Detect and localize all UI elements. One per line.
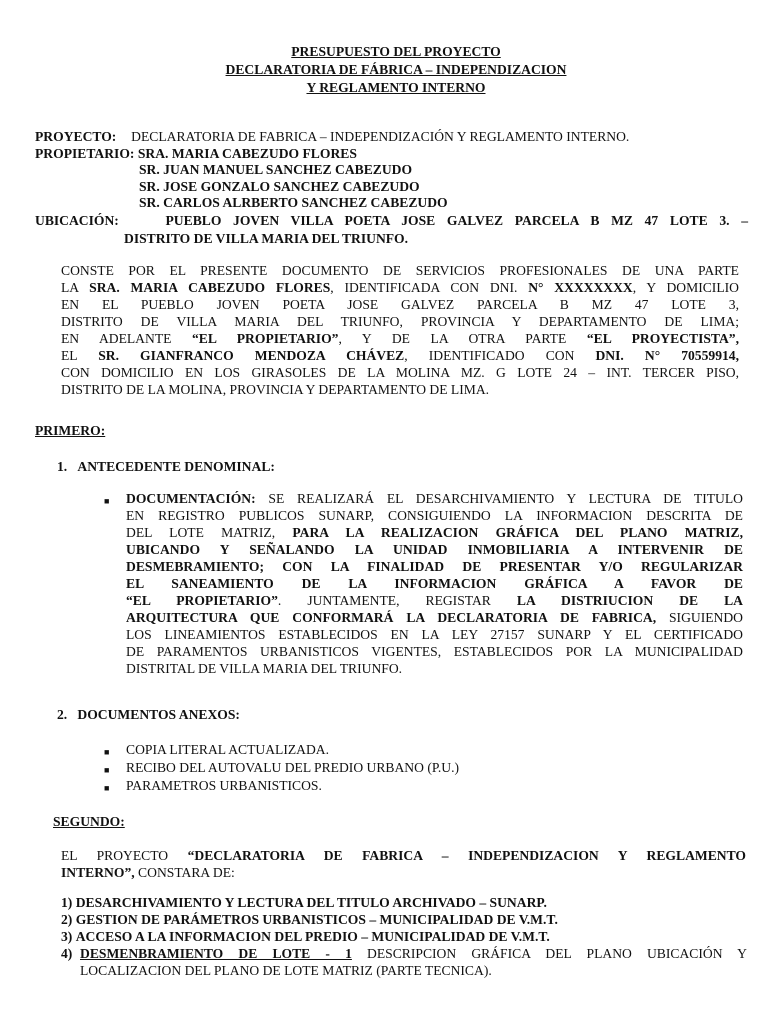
doc-bold: PARA LA REALIZACION GRÁFICA DEL PLANO MATRIZ, (292, 525, 743, 540)
item-num: 3) (61, 929, 73, 944)
anexo-item: PARAMETROS URBANISTICOS. (126, 778, 322, 793)
conste-line (61, 347, 739, 364)
proyecto-value: DECLARATORIA DE FABRICA – INDEPENDIZACIÓN Y REGLAMENTO INTERNO. (131, 129, 630, 144)
item-bold: DESMENBRAMIENTO DE LOTE - 1 (80, 946, 352, 961)
intro-text: EL PROYECTO (61, 848, 188, 863)
ubicacion-label: UBICACIÓN: (35, 213, 119, 228)
conste-bold: N° XXXXXXXX (528, 280, 633, 295)
intro-bold: INTERNO”, (61, 865, 135, 880)
conste-line (61, 330, 739, 347)
segundo-item-4 (80, 945, 747, 979)
conste-bold: “EL PROPIETARIO” (192, 331, 339, 346)
item-1-title: ANTECEDENTE DENOMINAL: (77, 459, 275, 474)
propietario-label: PROPIETARIO: (35, 146, 138, 161)
intro-bold: “DECLARATORIA DE FABRICA – INDEPENDIZACION Y REGLAMENTO (187, 848, 746, 863)
doc-bold: EL SANEAMIENTO DE LA INFORMACION GRÁFICA A FAVOR DE (126, 576, 743, 591)
proyecto-label: PROYECTO: (35, 129, 117, 144)
conste-text: , IDENTIFICADO CON (404, 348, 596, 363)
item-1-number: 1. (57, 459, 68, 474)
anexo-item: RECIBO DEL AUTOVALU DEL PREDIO URBANO (P.U.) (126, 760, 460, 775)
propietario-1: SRA. MARIA CABEZUDO FLORES (137, 146, 357, 161)
doc-text: DE PARAMENTOS URBANISTICOS VIGENTES, ESTABLECIDOS POR LA MUNICIPALIDAD (126, 644, 743, 659)
conste-text: CONSTE POR EL PRESENTE DOCUMENTO DE SERVICIOS PROFESIONALES DE UNA PARTE (61, 263, 739, 278)
item-2-number: 2. (57, 707, 68, 722)
doc-text: DEL LOTE MATRIZ, (126, 525, 293, 540)
doc-bold: DOCUMENTACIÓN: (126, 491, 256, 506)
title-line-1: PRESUPUESTO DEL PROYECTO (291, 44, 501, 59)
conste-text: CON DOMICILIO EN LOS GIRASOLES DE LA MOLINA MZ. G LOTE 24 – INT. TERCER PISO, (61, 365, 739, 380)
conste-line (61, 279, 739, 296)
propietario-4: SR. CARLOS ALRBERTO SANCHEZ CABEZUDO (139, 195, 448, 210)
conste-text: DISTRITO DE VILLA MARIA DEL TRIUNFO, PROVINCIA Y DEPARTAMENTO DE LIMA; (61, 314, 739, 329)
item-text: LOCALIZACION DEL PLANO DE LOTE MATRIZ (PARTE TECNICA). (80, 963, 492, 978)
conste-text: DISTRITO DE LA MOLINA, PROVINCIA Y DEPARTAMENTO DE LIMA. (61, 382, 490, 397)
item-num: 1) (61, 895, 73, 910)
ubicacion-value-1: PUEBLO JOVEN VILLA POETA JOSE GALVEZ PARCELA B MZ 47 LOTE 3. – (165, 213, 748, 228)
conste-text: EN ADELANTE (61, 331, 192, 346)
bullet-icon: ■ (104, 496, 110, 506)
doc-bold: “EL PROPIETARIO” (126, 593, 278, 608)
item-text: GESTION DE PARÁMETROS URBANISTICOS – MUNICIPALIDAD DE V.M.T. (75, 912, 558, 927)
item-2-title: DOCUMENTOS ANEXOS: (77, 707, 240, 722)
conste-bold: “EL PROYECTISTA”, (586, 331, 739, 346)
item-text: ACCESO A LA INFORMACION DEL PREDIO – MUNICIPALIDAD DE V.M.T. (75, 929, 550, 944)
conste-text: LA (61, 280, 90, 295)
propietario-line (35, 145, 357, 162)
doc-bold: LA DISTRIUCION DE LA (516, 593, 743, 608)
conste-text: , IDENTIFICADA CON DNI. (330, 280, 529, 295)
item-text: DESCRIPCION GRÁFICA DEL PLANO UBICACIÓN Y (351, 946, 747, 961)
anexo-item: COPIA LITERAL ACTUALIZADA. (126, 742, 330, 757)
propietario-2: SR. JUAN MANUEL SANCHEZ CABEZUDO (139, 162, 413, 177)
doc-text: LOS LINEAMIENTOS ESTABLECIDOS EN LA LEY 27157 SUNARP Y EL CERTIFICADO (126, 627, 743, 642)
conste-line (61, 364, 739, 381)
conste-paragraph (61, 262, 739, 398)
conste-bold: SR. GIANFRANCO MENDOZA CHÁVEZ (98, 348, 405, 363)
doc-text: SIGUIENDO (656, 610, 743, 625)
doc-text: SE REALIZARÁ EL DESARCHIVAMIENTO Y LECTURA DE TITULO (255, 491, 743, 506)
doc-text: DISTRITAL DE VILLA MARIA DEL TRIUNFO. (126, 661, 403, 676)
doc-text: EN REGISTRO PUBLICOS SUNARP, CONSIGUIENDO LA INFORMACION DESCRITA DE (126, 508, 743, 523)
conste-text: EN EL PUEBLO JOVEN POETA JOSE GALVEZ PARCELA B MZ 47 LOTE 3, (61, 297, 739, 312)
doc-bold: DESMEBRAMIENTO; CON LA FINALIDAD DE PRESENTAR Y/O REGULARIZAR (126, 559, 743, 574)
item-text: DESARCHIVAMIENTO Y LECTURA DEL TITULO ARCHIVADO – SUNARP. (75, 895, 547, 910)
doc-text: . JUNTAMENTE, REGISTAR (277, 593, 517, 608)
segundo-item-2 (61, 911, 558, 928)
doc-bold: UBICANDO Y SEÑALANDO LA UNIDAD INMOBILIARIA A INTERVENIR DE (126, 542, 743, 557)
bullet-icon: ■ (104, 747, 110, 757)
section-primero-heading: PRIMERO: (35, 423, 106, 438)
title-line-2: DECLARATORIA DE FÁBRICA – INDEPENDIZACION (225, 62, 567, 77)
conste-bold: DNI. N° 70559914, (595, 348, 739, 363)
conste-line (61, 296, 739, 313)
item-num: 2) (61, 912, 73, 927)
proyecto-line (35, 128, 629, 145)
bullet-icon: ■ (104, 765, 110, 775)
segundo-item-1 (61, 894, 547, 911)
bullet-icon: ■ (104, 783, 110, 793)
segundo-intro (61, 847, 746, 881)
conste-text: EL (61, 348, 99, 363)
conste-line (61, 313, 739, 330)
item-2-heading (57, 706, 240, 723)
conste-text: , Y DE LA OTRA PARTE (338, 331, 587, 346)
intro-text: CONSTARA DE: (134, 865, 235, 880)
item-1-heading (57, 458, 275, 475)
doc-bold: ARQUITECTURA QUE CONFORMARÁ LA DECLARATORIA DE FABRICA, (126, 610, 657, 625)
ubicacion-line-2: DISTRITO DE VILLA MARIA DEL TRIUNFO. (124, 231, 409, 246)
conste-line (61, 381, 739, 398)
segundo-item-4-num: 4) (61, 946, 73, 961)
documentacion-paragraph (126, 490, 743, 677)
ubicacion-line-1 (35, 212, 748, 229)
segundo-item-3 (61, 928, 550, 945)
conste-bold: SRA. MARIA CABEZUDO FLORES (89, 280, 331, 295)
conste-text: , Y DOMICILIO (632, 280, 739, 295)
title-line-3: Y REGLAMENTO INTERNO (306, 80, 486, 95)
conste-line (61, 262, 739, 279)
section-segundo-heading: SEGUNDO: (53, 814, 125, 829)
propietario-3: SR. JOSE GONZALO SANCHEZ CABEZUDO (139, 179, 420, 194)
